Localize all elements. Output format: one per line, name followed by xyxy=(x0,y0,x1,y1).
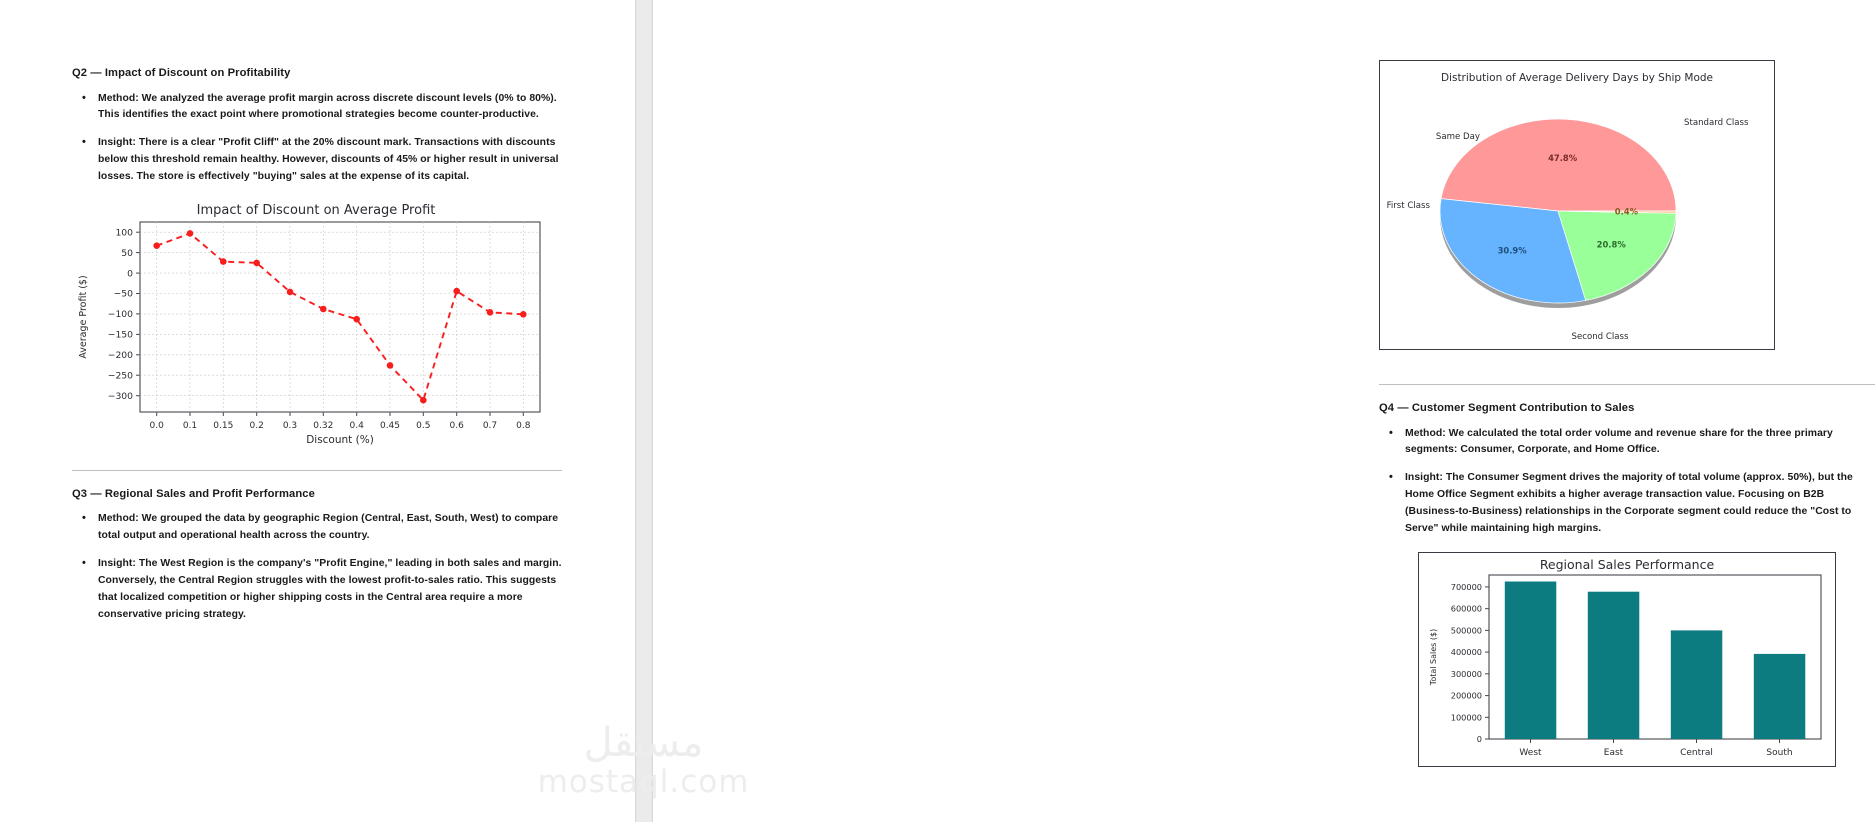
svg-text:0.1: 0.1 xyxy=(182,420,198,431)
svg-text:0.0: 0.0 xyxy=(149,420,164,431)
section-q2 xyxy=(72,66,562,448)
pie-chart-svg xyxy=(1380,61,1774,349)
line-chart-title: Impact of Discount on Average Profit xyxy=(196,202,436,218)
svg-text:Standard Class: Standard Class xyxy=(1684,118,1749,128)
q4-bullet-method: • Method: We calculated the total order volume and revenue share for the three primary segments: Consumer, Corporate, and Home Office. xyxy=(1405,426,1875,460)
section-q4 xyxy=(1379,384,1875,767)
q4-heading: Q4 — Customer Segment Contribution to Sales xyxy=(1379,402,1635,414)
pie-chart-title: Distribution of Average Delivery Days by Ship Mode xyxy=(1440,72,1714,84)
svg-text:Central: Central xyxy=(1680,747,1713,758)
line-chart-svg xyxy=(72,200,560,448)
q3-divider xyxy=(72,470,562,471)
svg-text:0.15: 0.15 xyxy=(213,420,234,431)
svg-text:−50: −50 xyxy=(113,288,133,300)
svg-text:0.32: 0.32 xyxy=(313,420,334,431)
line-chart-x-axis-ticks xyxy=(150,412,531,431)
svg-text:0.6: 0.6 xyxy=(449,420,464,431)
svg-text:−200: −200 xyxy=(107,349,133,361)
svg-text:500000: 500000 xyxy=(1450,625,1482,636)
svg-text:0: 0 xyxy=(127,268,133,280)
svg-text:0.4%: 0.4% xyxy=(1614,206,1639,217)
svg-text:0.2: 0.2 xyxy=(249,420,264,431)
q3-bullet-method: • Method: We grouped the data by geographic Region (Central, East, South, West) to compare total output and operational health across the country. xyxy=(98,511,562,545)
q4-divider xyxy=(1379,384,1875,385)
svg-text:50: 50 xyxy=(121,247,133,259)
page-1-content xyxy=(72,66,562,637)
svg-text:0.5: 0.5 xyxy=(416,420,431,431)
svg-text:600000: 600000 xyxy=(1450,603,1482,614)
svg-text:−300: −300 xyxy=(107,390,133,402)
svg-text:Same Day: Same Day xyxy=(1435,132,1480,142)
svg-text:0.8: 0.8 xyxy=(516,420,531,431)
svg-text:100: 100 xyxy=(115,227,133,239)
svg-text:30.9%: 30.9% xyxy=(1497,245,1527,256)
q3-bullet-list xyxy=(72,511,562,623)
figure-ship-mode-pie-chart xyxy=(1379,60,1775,350)
svg-text:20.8%: 20.8% xyxy=(1596,239,1626,250)
bar-chart-y-axis-label: Total Sales ($) xyxy=(1429,628,1438,685)
line-chart-y-axis-ticks xyxy=(108,227,140,402)
svg-text:0.7: 0.7 xyxy=(482,420,498,431)
svg-text:−100: −100 xyxy=(107,308,133,320)
q4-bullet-insight: • Insight: The Consumer Segment drives the majority of total volume (approx. 50%), but the Home Office Segment exhibits a higher average transaction value. Focusing on B2B (Business-to-Business) relationships in the Corporate segment could reduce the "Cost to Serve" while maintaining high margins. xyxy=(1405,470,1875,537)
svg-text:300000: 300000 xyxy=(1450,668,1482,679)
figure-discount-profit-line-chart xyxy=(72,200,560,448)
svg-text:700000: 700000 xyxy=(1450,581,1482,592)
watermark-arabic-text: مستقل xyxy=(583,720,704,767)
svg-text:200000: 200000 xyxy=(1450,690,1482,701)
document-page-2 xyxy=(653,0,1853,822)
svg-text:0.45: 0.45 xyxy=(379,420,401,431)
svg-text:Second Class: Second Class xyxy=(1571,332,1629,342)
watermark-latin-text: mostaql.com xyxy=(537,764,750,801)
svg-text:First Class: First Class xyxy=(1386,201,1430,211)
svg-text:0.4: 0.4 xyxy=(349,420,364,431)
document-page-1 xyxy=(0,0,635,822)
q2-heading: Q2 — Impact of Discount on Profitability xyxy=(72,67,291,79)
svg-text:47.8%: 47.8% xyxy=(1548,152,1578,163)
svg-text:West: West xyxy=(1519,747,1542,758)
q4-bullet-list xyxy=(1379,426,1875,538)
bar-chart-x-axis-ticks xyxy=(1519,739,1792,758)
page-2-content xyxy=(1379,60,1875,767)
line-chart-plot-area xyxy=(140,222,540,412)
svg-text:East: East xyxy=(1603,747,1624,758)
q2-bullet-list xyxy=(72,91,562,186)
q3-heading: Q3 — Regional Sales and Profit Performance xyxy=(72,487,315,500)
svg-text:400000: 400000 xyxy=(1450,646,1482,657)
svg-text:0: 0 xyxy=(1476,733,1482,744)
svg-text:South: South xyxy=(1766,747,1793,758)
svg-text:100000: 100000 xyxy=(1450,711,1482,722)
line-chart-y-axis-label: Average Profit ($) xyxy=(78,275,89,359)
svg-text:0.3: 0.3 xyxy=(282,420,298,431)
q3-bullet-insight: • Insight: The West Region is the company's "Profit Engine," leading in both sales and margin. Conversely, the Central Region struggles with the lowest profit-to-sales ratio. This suggests that localized competition or higher shipping costs in the Central area require a more conservative pricing strategy. xyxy=(98,556,562,623)
bar-chart-svg xyxy=(1419,553,1835,766)
figure-regional-sales-bar-chart xyxy=(1418,552,1836,767)
svg-text:−250: −250 xyxy=(107,370,133,382)
bar-chart-y-axis-ticks xyxy=(1451,582,1489,744)
q2-bullet-insight: • Insight: There is a clear "Profit Cliff" at the 20% discount mark. Transactions with discounts below this threshold remain healthy. However, discounts of 45% or higher result in universal losses. The store is effectively "buying" sales at the expense of its capital. xyxy=(98,135,562,186)
svg-text:−150: −150 xyxy=(107,329,133,341)
page-gutter-divider xyxy=(635,0,653,822)
section-q3 xyxy=(72,470,562,624)
line-chart-x-axis-label: Discount (%) xyxy=(306,433,374,446)
pie-chart-slices xyxy=(1440,119,1676,303)
q2-bullet-method: • Method: We analyzed the average profit margin across discrete discount levels (0% to 80%). This identifies the exact point where promotional strategies become counter-productive. xyxy=(98,91,562,125)
bar-chart-title: Regional Sales Performance xyxy=(1539,556,1715,572)
